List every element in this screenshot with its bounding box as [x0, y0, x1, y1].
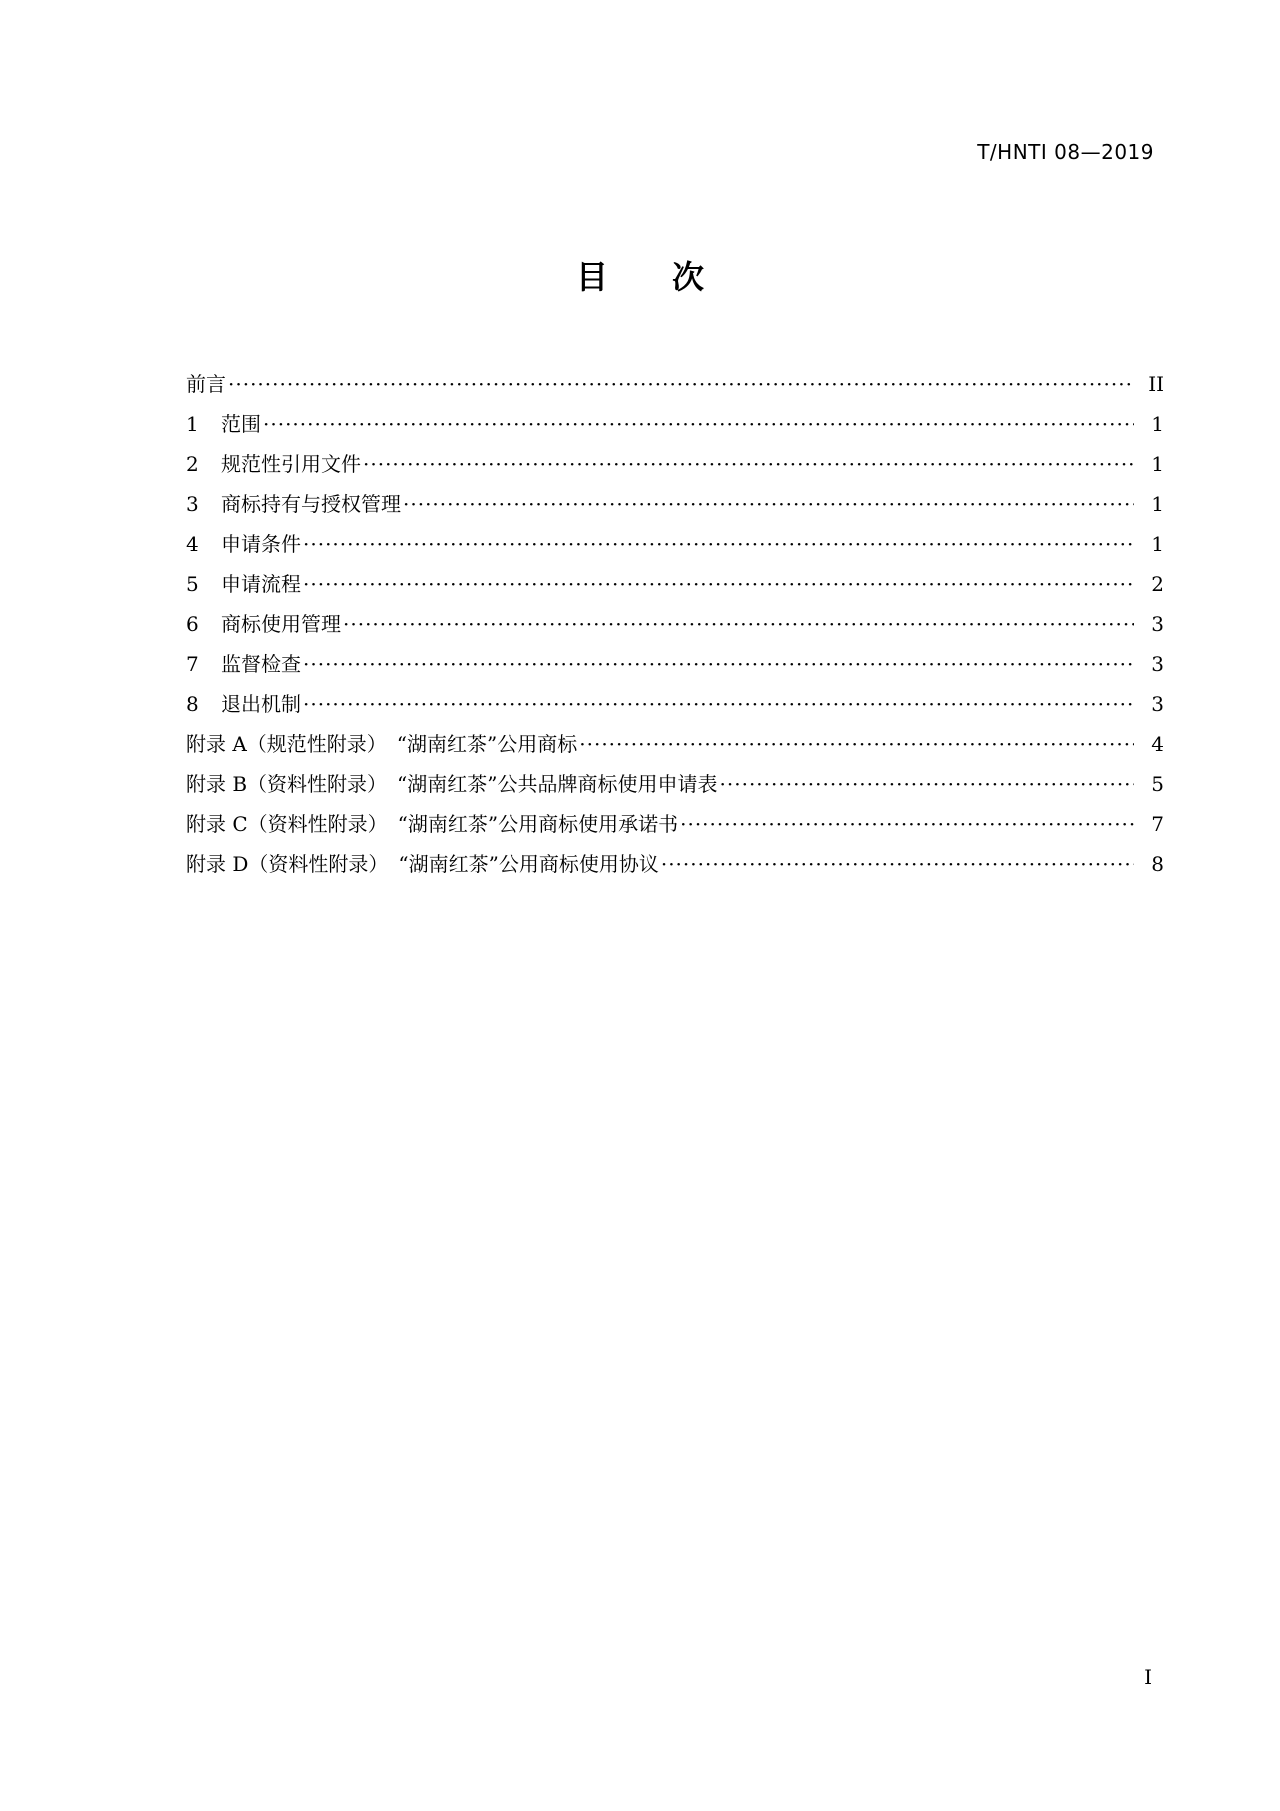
- toc-entry-appendix-d[interactable]: [186, 844, 1164, 884]
- toc-entry-page: 2: [1151, 572, 1164, 596]
- table-of-contents: [186, 364, 1164, 884]
- toc-entry-number: 5: [186, 572, 199, 596]
- toc-entry-8[interactable]: [186, 684, 1164, 724]
- toc-entry-7[interactable]: [186, 644, 1164, 684]
- toc-leader-dots: [303, 564, 1134, 604]
- toc-leader-dots: [403, 484, 1134, 524]
- toc-entry-number: 3: [186, 492, 199, 516]
- toc-leader-dots: [303, 524, 1134, 564]
- toc-entry-page: 5: [1151, 772, 1164, 796]
- toc-entry-label: 商标持有与授权管理: [221, 492, 401, 516]
- toc-entry-page: 1: [1151, 532, 1164, 556]
- toc-entry-page: 1: [1151, 452, 1164, 476]
- toc-entry-label: 附录 C（资料性附录） “湖南红茶”公用商标使用承诺书: [186, 812, 679, 836]
- toc-entry-label: 监督检查: [221, 652, 301, 676]
- toc-entry-page: 3: [1151, 612, 1164, 636]
- toc-entry-4[interactable]: [186, 524, 1164, 564]
- toc-entry-2[interactable]: [186, 444, 1164, 484]
- document-code: T/HNTI 08—2019: [977, 140, 1154, 164]
- toc-leader-dots: [303, 644, 1134, 684]
- toc-entry-number: 4: [186, 532, 199, 556]
- toc-entry-number: 8: [186, 692, 199, 716]
- page-title: 目次: [575, 258, 768, 296]
- toc-entry-label: 申请条件: [221, 532, 301, 556]
- toc-leader-dots: [680, 804, 1134, 844]
- toc-entry-6[interactable]: [186, 604, 1164, 644]
- toc-entry-label: 规范性引用文件: [221, 452, 361, 476]
- toc-entry-label: 附录 A（规范性附录） “湖南红茶”公用商标: [186, 732, 578, 756]
- toc-entry-label: 前言: [186, 372, 226, 396]
- toc-entry-foreword[interactable]: [186, 364, 1164, 404]
- toc-entry-page: 1: [1151, 412, 1164, 436]
- toc-leader-dots: [303, 684, 1134, 724]
- toc-entry-1[interactable]: [186, 404, 1164, 444]
- toc-entry-label: 申请流程: [221, 572, 301, 596]
- toc-entry-page: II: [1148, 372, 1164, 396]
- toc-entry-page: 3: [1151, 692, 1164, 716]
- toc-leader-dots: [343, 604, 1134, 644]
- toc-leader-dots: [228, 364, 1134, 404]
- toc-entry-appendix-b[interactable]: [186, 764, 1164, 804]
- toc-entry-number: 2: [186, 452, 199, 476]
- toc-entry-number: 7: [186, 652, 199, 676]
- toc-entry-label: 附录 D（资料性附录） “湖南红茶”公用商标使用协议: [186, 852, 659, 876]
- toc-leader-dots: [363, 444, 1134, 484]
- toc-entry-label: 商标使用管理: [221, 612, 341, 636]
- toc-entry-appendix-a[interactable]: [186, 724, 1164, 764]
- toc-entry-page: 3: [1151, 652, 1164, 676]
- toc-entry-appendix-c[interactable]: [186, 804, 1164, 844]
- toc-entry-page: 1: [1151, 492, 1164, 516]
- toc-leader-dots: [263, 404, 1134, 444]
- toc-leader-dots: [720, 764, 1134, 804]
- toc-entry-label: 范围: [221, 412, 261, 436]
- toc-entry-label: 退出机制: [221, 692, 301, 716]
- toc-entry-page: 8: [1151, 852, 1164, 876]
- toc-entry-5[interactable]: [186, 564, 1164, 604]
- toc-entry-page: 7: [1151, 812, 1164, 836]
- toc-entry-page: 4: [1151, 732, 1164, 756]
- toc-leader-dots: [579, 724, 1134, 764]
- toc-leader-dots: [661, 844, 1134, 884]
- toc-entry-number: 1: [186, 412, 199, 436]
- toc-entry-number: 6: [186, 612, 199, 636]
- page-number: I: [1144, 1665, 1152, 1689]
- toc-entry-3[interactable]: [186, 484, 1164, 524]
- toc-entry-label: 附录 B（资料性附录） “湖南红茶”公共品牌商标使用申请表: [186, 772, 718, 796]
